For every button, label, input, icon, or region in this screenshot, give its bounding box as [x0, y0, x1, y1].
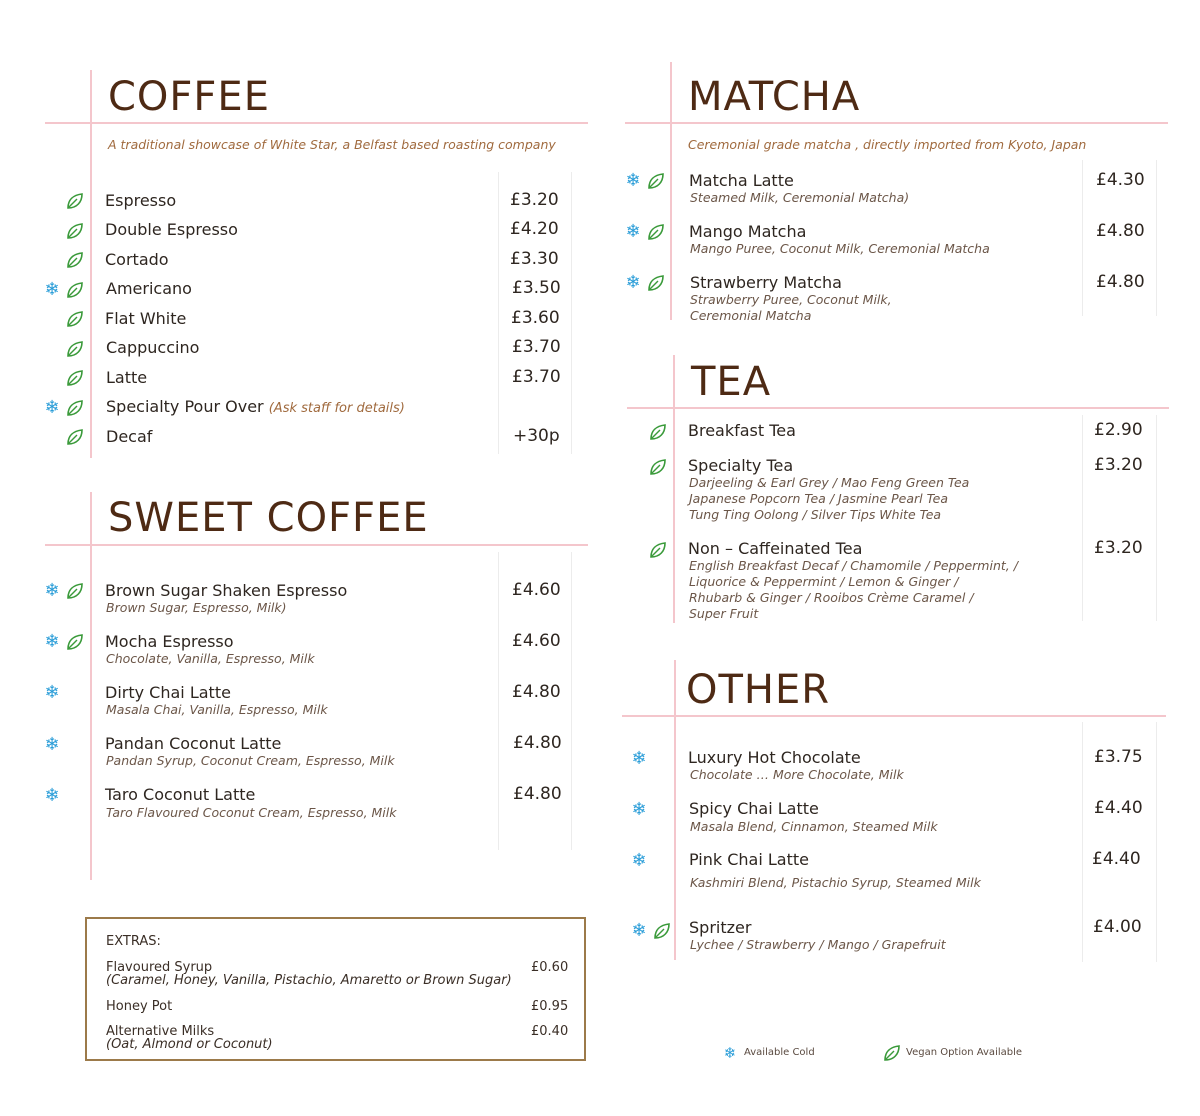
item-description: Mango Puree, Coconut Milk, Ceremonial Matcha [690, 241, 990, 256]
leaf-icon [646, 273, 666, 293]
item-name: Breakfast Tea [688, 421, 796, 440]
item-name: Taro Coconut Latte [105, 785, 256, 804]
item-name: Pink Chai Latte [689, 850, 809, 869]
leaf-icon [646, 171, 666, 191]
item-price: £4.80 [512, 682, 561, 702]
item-description: Ceremonial Matcha [690, 308, 812, 323]
snowflake-icon: ❄ [44, 397, 60, 418]
item-name: Non – Caffeinated Tea [688, 539, 863, 558]
extras-item-description: (Caramel, Honey, Vanilla, Pistachio, Amaretto or Brown Sugar) [106, 973, 512, 988]
item-name [106, 398, 405, 416]
item-name: Specialty Tea [688, 456, 794, 475]
item-description: Masala Chai, Vanilla, Espresso, Milk [106, 702, 328, 717]
item-price: £2.90 [1094, 420, 1143, 440]
leaf-icon [652, 921, 672, 941]
extras-box [85, 917, 586, 1061]
leaf-icon [65, 191, 85, 211]
item-price: £4.80 [1096, 221, 1145, 241]
snowflake-icon: ❄ [44, 734, 60, 755]
coffee-description: A traditional showcase of White Star, a Belfast based roasting company [108, 137, 556, 152]
item-price: £4.20 [510, 219, 559, 239]
item-name: Flat White [105, 309, 187, 328]
item-name: Mocha Espresso [105, 632, 234, 651]
item-name: Americano [106, 279, 192, 298]
snowflake-icon: ❄ [44, 580, 60, 601]
item-description: Chocolate … More Chocolate, Milk [690, 767, 904, 782]
leaf-icon [65, 427, 85, 447]
coffee-title: COFFEE [108, 74, 270, 120]
leaf-icon [65, 368, 85, 388]
item-name: Decaf [106, 427, 153, 446]
item-description: Japanese Popcorn Tea / Jasmine Pearl Tea [689, 491, 949, 506]
legend-vegan-label: Vegan Option Available [906, 1047, 1023, 1058]
item-description: Taro Flavoured Coconut Cream, Espresso, Milk [106, 805, 397, 820]
leaf-icon [65, 221, 85, 241]
item-name: Cappuccino [106, 338, 200, 357]
snowflake-icon: ❄ [723, 1044, 737, 1062]
extras-item-price: £0.60 [531, 960, 569, 975]
item-price: £3.20 [1094, 455, 1143, 475]
snowflake-icon: ❄ [625, 221, 641, 242]
item-price: £3.20 [510, 190, 559, 210]
matcha-description: Ceremonial grade matcha , directly imported from Kyoto, Japan [688, 137, 1087, 152]
item-price: £4.60 [512, 580, 561, 600]
item-price: £4.80 [1096, 272, 1145, 292]
item-price: £4.30 [1096, 170, 1145, 190]
item-name: Mango Matcha [689, 222, 807, 241]
leaf-icon [648, 422, 668, 442]
leaf-icon [65, 581, 85, 601]
item-name: Spicy Chai Latte [689, 799, 819, 818]
item-description: Brown Sugar, Espresso, Milk) [106, 600, 287, 615]
item-price: £3.75 [1094, 747, 1143, 767]
item-description: Darjeeling & Earl Grey / Mao Feng Green Tea [689, 475, 970, 490]
item-description: Chocolate, Vanilla, Espresso, Milk [106, 651, 315, 666]
item-price: £3.70 [512, 367, 561, 387]
item-price: £4.80 [513, 733, 562, 753]
item-price: £3.30 [510, 249, 559, 269]
item-description: Kashmiri Blend, Pistachio Syrup, Steamed Milk [690, 875, 981, 890]
item-name: Latte [106, 368, 148, 387]
snowflake-icon: ❄ [44, 279, 60, 300]
snowflake-icon: ❄ [631, 748, 647, 769]
other-title: OTHER [686, 667, 831, 713]
item-name: Strawberry Matcha [690, 273, 842, 292]
extras-item-name: Honey Pot [106, 999, 173, 1014]
item-description: Strawberry Puree, Coconut Milk, [690, 292, 892, 307]
leaf-icon [65, 398, 85, 418]
item-price: £3.50 [512, 278, 561, 298]
item-name: Luxury Hot Chocolate [688, 748, 861, 767]
matcha-title: MATCHA [688, 74, 861, 120]
extras-item-price: £0.95 [531, 999, 569, 1014]
item-price: £4.00 [1093, 917, 1142, 937]
legend-cold-label: Available Cold [744, 1047, 815, 1058]
item-name: Double Espresso [105, 220, 238, 239]
leaf-icon [65, 339, 85, 359]
snowflake-icon: ❄ [44, 682, 60, 703]
extras-item-name: Alternative Milks [106, 1024, 215, 1039]
item-description: Steamed Milk, Ceremonial Matcha) [690, 190, 910, 205]
snowflake-icon: ❄ [44, 785, 60, 806]
extras-item-name: Flavoured Syrup [106, 960, 213, 975]
tea-title: TEA [691, 359, 772, 405]
leaf-icon [648, 540, 668, 560]
extras-title: EXTRAS: [106, 934, 161, 949]
item-name: Matcha Latte [689, 171, 794, 190]
item-name: Spritzer [689, 918, 752, 937]
item-description: Liquorice & Peppermint / Lemon & Ginger / [689, 574, 959, 589]
item-name-text: Specialty Pour Over [106, 397, 264, 416]
item-description: Tung Ting Oolong / Silver Tips White Tea [689, 507, 942, 522]
snowflake-icon: ❄ [631, 850, 647, 871]
item-name: Brown Sugar Shaken Espresso [105, 581, 348, 600]
leaf-icon [648, 457, 668, 477]
item-name: Pandan Coconut Latte [105, 734, 282, 753]
leaf-icon [65, 250, 85, 270]
snowflake-icon: ❄ [631, 799, 647, 820]
extras-item-description: (Oat, Almond or Coconut) [106, 1037, 273, 1052]
item-note: (Ask staff for details) [268, 401, 405, 416]
item-price: £3.20 [1094, 538, 1143, 558]
snowflake-icon: ❄ [625, 170, 641, 191]
item-price: £3.60 [511, 308, 560, 328]
leaf-icon [65, 280, 85, 300]
item-price: +30p [513, 426, 560, 446]
item-description: Lychee / Strawberry / Mango / Grapefruit [690, 937, 946, 952]
item-name: Espresso [105, 191, 177, 210]
item-description: Pandan Syrup, Coconut Cream, Espresso, Milk [106, 753, 395, 768]
item-price: £4.40 [1092, 849, 1141, 869]
item-price: £4.80 [513, 784, 562, 804]
sweet-coffee-title: SWEET COFFEE [108, 495, 429, 541]
extras-item-price: £0.40 [531, 1024, 569, 1039]
snowflake-icon: ❄ [44, 631, 60, 652]
item-description: Super Fruit [689, 606, 759, 621]
item-price: £4.40 [1094, 798, 1143, 818]
item-description: Rhubarb & Ginger / Rooibos Crème Caramel / [689, 590, 974, 605]
item-price: £3.70 [512, 337, 561, 357]
item-name: Dirty Chai Latte [105, 683, 231, 702]
item-name: Cortado [105, 250, 169, 269]
snowflake-icon: ❄ [631, 920, 647, 941]
leaf-icon [646, 222, 666, 242]
item-description: English Breakfast Decaf / Chamomile / Peppermint, / [689, 558, 1018, 573]
snowflake-icon: ❄ [625, 272, 641, 293]
item-description: Masala Blend, Cinnamon, Steamed Milk [690, 819, 938, 834]
leaf-icon [882, 1043, 902, 1063]
item-price: £4.60 [512, 631, 561, 651]
leaf-icon [65, 632, 85, 652]
leaf-icon [65, 309, 85, 329]
